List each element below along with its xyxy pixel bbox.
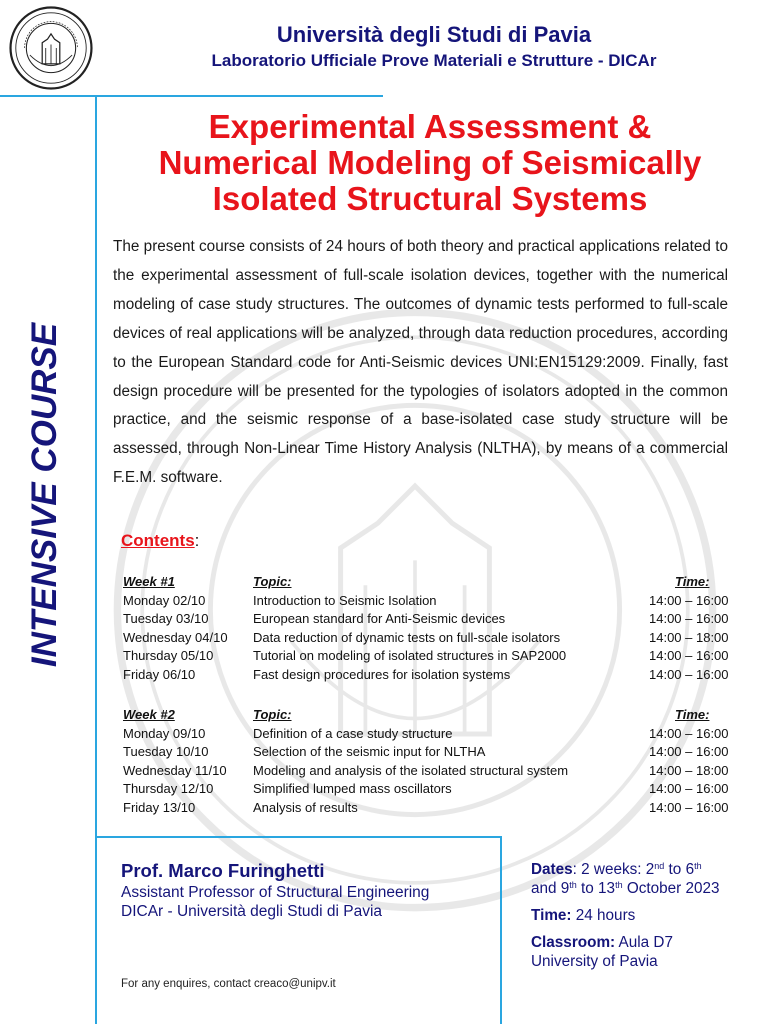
frame-top-line <box>0 95 383 97</box>
week1-time-header: Time: <box>675 574 710 589</box>
week2-schedule <box>123 706 743 818</box>
week1-topic-header: Topic: <box>253 574 292 589</box>
table-row <box>123 780 743 799</box>
time-label: Time: <box>531 907 572 924</box>
classroom-value: Aula D7 <box>615 934 673 951</box>
professor-role: Assistant Professor of Structural Engineering <box>121 884 430 901</box>
contents-heading <box>121 531 199 551</box>
table-row <box>123 666 743 685</box>
topic-cell: Data reduction of dynamic tests on full-scale isolators <box>253 629 561 645</box>
time-info <box>531 906 635 925</box>
course-title-line-2: Numerical Modeling of Seismically <box>158 144 702 181</box>
contact-footer: For any enquires, contact creaco@unipv.it <box>121 978 336 990</box>
dates-sup-2: th <box>694 861 702 871</box>
day-cell: Monday 02/10 <box>123 592 206 608</box>
time-cell: 14:00 – 16:00 <box>649 725 729 741</box>
classroom-info <box>531 933 673 971</box>
dates-text-c: and 9 <box>531 880 570 897</box>
time-cell: 14:00 – 18:00 <box>649 762 729 778</box>
classroom-label: Classroom: <box>531 934 616 951</box>
day-cell: Wednesday 11/10 <box>123 762 227 778</box>
frame-mid-line <box>95 836 501 838</box>
professor-name: Prof. Marco Furinghetti <box>121 860 325 881</box>
dates-text-a: : 2 weeks: 2 <box>572 861 655 878</box>
week1-header-row <box>123 573 743 592</box>
table-row <box>123 799 743 818</box>
course-title-line-3: Isolated Structural Systems <box>212 180 648 217</box>
time-cell: 14:00 – 16:00 <box>649 648 729 664</box>
topic-cell: Simplified lumped mass oscillators <box>253 781 452 797</box>
day-cell: Friday 06/10 <box>123 666 196 682</box>
table-row <box>123 647 743 666</box>
day-cell: Monday 09/10 <box>123 725 206 741</box>
side-label <box>24 290 66 700</box>
dates-text-e: October 2023 <box>622 880 720 897</box>
time-cell: 14:00 – 18:00 <box>649 629 729 645</box>
classroom-place: University of Pavia <box>531 953 658 970</box>
day-cell: Thursday 12/10 <box>123 781 214 797</box>
contents-heading-colon: : <box>194 531 200 550</box>
university-logo <box>4 4 98 92</box>
table-row <box>123 762 743 781</box>
topic-cell: Modeling and analysis of the isolated structural system <box>253 762 569 778</box>
topic-cell: Fast design procedures for isolation systems <box>253 666 511 682</box>
university-name: Università degli Studi di Pavia <box>276 22 592 47</box>
table-row <box>123 725 743 744</box>
week1-schedule <box>123 573 743 685</box>
dates-label: Dates <box>531 861 573 878</box>
time-cell: 14:00 – 16:00 <box>649 592 729 608</box>
topic-cell: Selection of the seismic input for NLTHA <box>253 744 486 760</box>
table-row <box>123 629 743 648</box>
table-row <box>123 610 743 629</box>
topic-cell: Tutorial on modeling of isolated structures in SAP2000 <box>253 648 567 664</box>
course-description: The present course consists of 24 hours of both theory and practical applications related to the experimental assessment of full-scale isolation devices, together with the numerical modeling of case study structures. The outcomes of dynamic tests performed to full-scale devices of real applications will be analyzed, through data reduction procedures, according to the European Standard code for Anti-Seismic devices UNI:EN15129:2009. Finally, fast design procedure will be presented for the typologies of isolators adopted in the common practice, and the seismic response of a base-isolated case study structure will be assessed, through Non-Linear Time History Analysis (NLTHA), by means of a commercial F.E.M. software. <box>113 238 728 487</box>
week2-time-header: Time: <box>675 707 710 722</box>
week2-topic-header: Topic: <box>253 707 292 722</box>
day-cell: Friday 13/10 <box>123 799 196 815</box>
dates-line-2 <box>531 879 720 898</box>
topic-cell: European standard for Anti-Seismic devices <box>253 611 506 627</box>
time-value: 24 hours <box>571 907 636 924</box>
professor-affiliation: DICAr - Università degli Studi di Pavia <box>121 903 383 920</box>
table-row <box>123 592 743 611</box>
topic-cell: Introduction to Seismic Isolation <box>253 592 437 608</box>
day-cell: Tuesday 03/10 <box>123 611 209 627</box>
week2-label: Week #2 <box>123 707 175 722</box>
dates-sup-1: nd <box>654 861 665 871</box>
dates-sup-4: th <box>615 880 623 890</box>
day-cell: Wednesday 04/10 <box>123 629 228 645</box>
week1-label: Week #1 <box>123 574 175 589</box>
time-cell: 14:00 – 16:00 <box>649 666 729 682</box>
week2-header-row <box>123 706 743 725</box>
frame-left-line <box>95 95 97 1024</box>
topic-cell: Definition of a case study structure <box>253 725 453 741</box>
table-row <box>123 743 743 762</box>
dates-info <box>531 860 720 898</box>
frame-divider-line <box>500 836 502 1024</box>
side-label-text: INTENSIVE COURSE <box>25 322 64 668</box>
time-cell: 14:00 – 16:00 <box>649 611 729 627</box>
time-cell: 14:00 – 16:00 <box>649 799 729 815</box>
classroom-line-1 <box>531 933 673 952</box>
day-cell: Thursday 05/10 <box>123 648 214 664</box>
dates-text-b: to 6 <box>664 861 695 878</box>
contents-heading-label: Contents <box>121 531 195 550</box>
dates-sup-3: th <box>569 880 577 890</box>
dates-text-d: to 13 <box>576 880 616 897</box>
time-cell: 14:00 – 16:00 <box>649 781 729 797</box>
course-title <box>110 109 750 217</box>
topic-cell: Analysis of results <box>253 799 358 815</box>
day-cell: Tuesday 10/10 <box>123 744 209 760</box>
dates-line-1 <box>531 860 720 879</box>
laboratory-name: Laboratorio Ufficiale Prove Materiali e Strutture - DICAr <box>211 51 657 70</box>
time-cell: 14:00 – 16:00 <box>649 744 729 760</box>
course-title-line-1: Experimental Assessment & <box>208 108 652 145</box>
